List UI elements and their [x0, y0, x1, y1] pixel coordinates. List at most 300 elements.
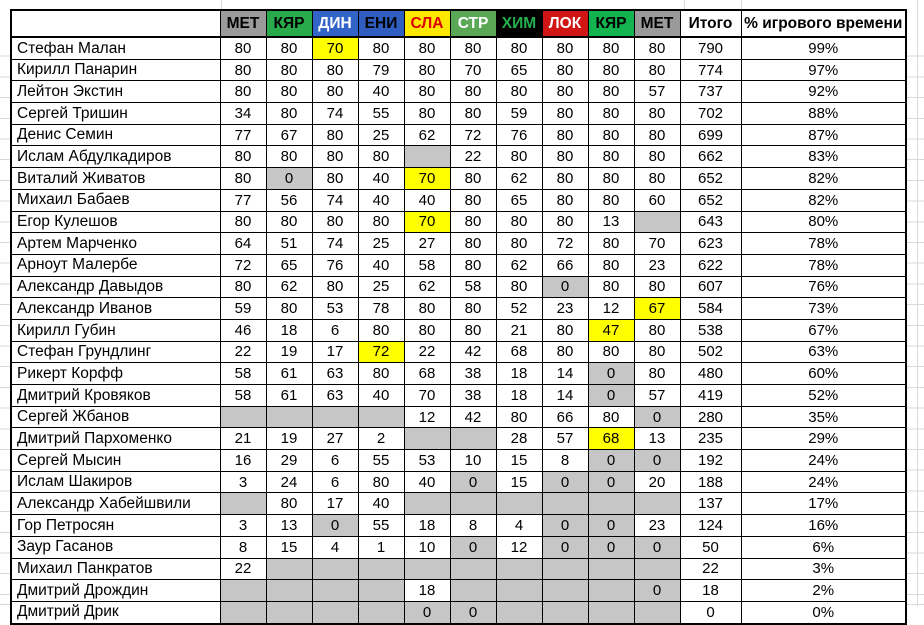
minutes-cell[interactable]: 72	[542, 233, 588, 255]
header-cell-team-хим[interactable]: ХИМ	[496, 10, 542, 37]
player-name-cell[interactable]: Стефан Малан	[11, 37, 220, 59]
minutes-cell[interactable]	[496, 558, 542, 580]
minutes-cell[interactable]: 80	[404, 103, 450, 125]
minutes-cell[interactable]: 14	[542, 363, 588, 385]
minutes-cell[interactable]: 74	[312, 189, 358, 211]
minutes-cell[interactable]: 80	[404, 319, 450, 341]
minutes-cell[interactable]: 80	[266, 81, 312, 103]
minutes-cell[interactable]: 0	[634, 406, 680, 428]
minutes-cell[interactable]: 64	[220, 233, 266, 255]
minutes-cell[interactable]: 80	[266, 103, 312, 125]
minutes-cell[interactable]	[450, 493, 496, 515]
player-name-cell[interactable]: Сергей Тришин	[11, 103, 220, 125]
minutes-cell[interactable]	[404, 493, 450, 515]
minutes-cell[interactable]: 22	[450, 146, 496, 168]
minutes-cell[interactable]: 80	[496, 37, 542, 59]
minutes-cell[interactable]: 80	[404, 298, 450, 320]
total-cell[interactable]: 137	[680, 493, 741, 515]
minutes-cell[interactable]: 0	[634, 580, 680, 602]
minutes-cell[interactable]	[496, 601, 542, 623]
pct-cell[interactable]: 52%	[741, 385, 906, 407]
minutes-cell[interactable]: 80	[634, 319, 680, 341]
minutes-cell[interactable]: 80	[588, 124, 634, 146]
pct-cell[interactable]: 3%	[741, 558, 906, 580]
player-name-cell[interactable]: Сергей Жбанов	[11, 406, 220, 428]
minutes-cell[interactable]: 8	[542, 450, 588, 472]
minutes-cell[interactable]: 80	[588, 37, 634, 59]
minutes-cell[interactable]: 12	[404, 406, 450, 428]
minutes-cell[interactable]: 16	[220, 450, 266, 472]
minutes-cell[interactable]: 65	[496, 59, 542, 81]
minutes-cell[interactable]	[220, 493, 266, 515]
header-cell-team-мет[interactable]: МЕТ	[220, 10, 266, 37]
minutes-cell[interactable]: 80	[312, 59, 358, 81]
header-cell-player[interactable]	[11, 10, 220, 37]
minutes-cell[interactable]: 60	[634, 189, 680, 211]
minutes-cell[interactable]: 59	[220, 298, 266, 320]
header-cell-team-сла[interactable]: СЛА	[404, 10, 450, 37]
total-cell[interactable]: 0	[680, 601, 741, 623]
total-cell[interactable]: 538	[680, 319, 741, 341]
minutes-cell[interactable]	[220, 406, 266, 428]
minutes-cell[interactable]: 80	[450, 254, 496, 276]
minutes-cell[interactable]: 80	[542, 81, 588, 103]
total-cell[interactable]: 419	[680, 385, 741, 407]
minutes-cell[interactable]: 80	[450, 189, 496, 211]
player-name-cell[interactable]: Рикерт Корфф	[11, 363, 220, 385]
minutes-cell[interactable]: 0	[588, 536, 634, 558]
minutes-cell[interactable]: 15	[266, 536, 312, 558]
minutes-cell[interactable]: 68	[588, 428, 634, 450]
minutes-cell[interactable]	[496, 493, 542, 515]
minutes-cell[interactable]: 2	[358, 428, 404, 450]
minutes-cell[interactable]: 80	[588, 233, 634, 255]
minutes-cell[interactable]: 40	[404, 471, 450, 493]
minutes-cell[interactable]: 80	[358, 471, 404, 493]
player-name-cell[interactable]: Кирилл Губин	[11, 319, 220, 341]
total-cell[interactable]: 280	[680, 406, 741, 428]
minutes-cell[interactable]: 4	[496, 515, 542, 537]
minutes-cell[interactable]: 72	[358, 341, 404, 363]
minutes-cell[interactable]: 80	[450, 37, 496, 59]
player-name-cell[interactable]: Денис Семин	[11, 124, 220, 146]
pct-cell[interactable]: 99%	[741, 37, 906, 59]
total-cell[interactable]: 235	[680, 428, 741, 450]
minutes-cell[interactable]: 0	[588, 363, 634, 385]
minutes-cell[interactable]	[634, 493, 680, 515]
minutes-cell[interactable]: 0	[542, 276, 588, 298]
minutes-cell[interactable]: 6	[312, 450, 358, 472]
total-cell[interactable]: 607	[680, 276, 741, 298]
total-cell[interactable]: 643	[680, 211, 741, 233]
minutes-cell[interactable]: 40	[358, 81, 404, 103]
pct-cell[interactable]: 92%	[741, 81, 906, 103]
pct-cell[interactable]: 78%	[741, 233, 906, 255]
minutes-cell[interactable]	[266, 406, 312, 428]
minutes-cell[interactable]: 80	[588, 189, 634, 211]
player-name-cell[interactable]: Михаил Бабаев	[11, 189, 220, 211]
minutes-cell[interactable]: 80	[588, 146, 634, 168]
minutes-cell[interactable]: 22	[404, 341, 450, 363]
pct-cell[interactable]: 97%	[741, 59, 906, 81]
minutes-cell[interactable]: 72	[220, 254, 266, 276]
minutes-cell[interactable]: 80	[358, 37, 404, 59]
minutes-cell[interactable]: 25	[358, 233, 404, 255]
minutes-cell[interactable]: 70	[634, 233, 680, 255]
minutes-cell[interactable]: 58	[404, 254, 450, 276]
minutes-cell[interactable]: 80	[266, 493, 312, 515]
minutes-cell[interactable]: 80	[542, 146, 588, 168]
minutes-cell[interactable]	[220, 580, 266, 602]
minutes-cell[interactable]: 12	[496, 536, 542, 558]
pct-cell[interactable]: 88%	[741, 103, 906, 125]
minutes-cell[interactable]	[312, 601, 358, 623]
minutes-cell[interactable]: 0	[634, 450, 680, 472]
total-cell[interactable]: 480	[680, 363, 741, 385]
pct-cell[interactable]: 29%	[741, 428, 906, 450]
player-name-cell[interactable]: Александр Иванов	[11, 298, 220, 320]
minutes-cell[interactable]: 79	[358, 59, 404, 81]
minutes-cell[interactable]: 80	[588, 254, 634, 276]
minutes-cell[interactable]: 80	[496, 146, 542, 168]
minutes-cell[interactable]: 80	[634, 168, 680, 190]
total-cell[interactable]: 124	[680, 515, 741, 537]
player-name-cell[interactable]: Стефан Грундлинг	[11, 341, 220, 363]
minutes-cell[interactable]: 22	[220, 341, 266, 363]
minutes-cell[interactable]: 80	[312, 276, 358, 298]
player-name-cell[interactable]: Ислам Абдулкадиров	[11, 146, 220, 168]
minutes-cell[interactable]: 0	[542, 536, 588, 558]
player-name-cell[interactable]: Дмитрий Дрождин	[11, 580, 220, 602]
minutes-cell[interactable]: 6	[312, 471, 358, 493]
minutes-cell[interactable]: 80	[404, 37, 450, 59]
minutes-cell[interactable]: 80	[542, 189, 588, 211]
pct-cell[interactable]: 78%	[741, 254, 906, 276]
player-name-cell[interactable]: Арноут Малербе	[11, 254, 220, 276]
total-cell[interactable]: 188	[680, 471, 741, 493]
player-name-cell[interactable]: Михаил Панкратов	[11, 558, 220, 580]
player-name-cell[interactable]: Дмитрий Кровяков	[11, 385, 220, 407]
total-cell[interactable]: 774	[680, 59, 741, 81]
minutes-cell[interactable]: 0	[588, 450, 634, 472]
minutes-cell[interactable]: 80	[358, 363, 404, 385]
minutes-cell[interactable]: 13	[634, 428, 680, 450]
minutes-cell[interactable]: 80	[220, 37, 266, 59]
total-cell[interactable]: 737	[680, 81, 741, 103]
minutes-cell[interactable]: 80	[634, 59, 680, 81]
minutes-cell[interactable]: 40	[358, 385, 404, 407]
player-name-cell[interactable]: Кирилл Панарин	[11, 59, 220, 81]
minutes-cell[interactable]: 80	[496, 233, 542, 255]
minutes-cell[interactable]	[358, 601, 404, 623]
minutes-cell[interactable]: 58	[220, 385, 266, 407]
minutes-cell[interactable]	[588, 580, 634, 602]
minutes-cell[interactable]: 80	[220, 276, 266, 298]
minutes-cell[interactable]: 80	[220, 81, 266, 103]
total-cell[interactable]: 699	[680, 124, 741, 146]
minutes-cell[interactable]: 19	[266, 341, 312, 363]
minutes-cell[interactable]: 80	[312, 211, 358, 233]
minutes-cell[interactable]: 70	[450, 59, 496, 81]
minutes-cell[interactable]: 59	[496, 103, 542, 125]
minutes-cell[interactable]: 80	[588, 276, 634, 298]
total-cell[interactable]: 652	[680, 168, 741, 190]
minutes-cell[interactable]: 46	[220, 319, 266, 341]
total-cell[interactable]: 662	[680, 146, 741, 168]
minutes-cell[interactable]: 80	[404, 81, 450, 103]
minutes-cell[interactable]: 17	[312, 341, 358, 363]
minutes-cell[interactable]: 80	[496, 406, 542, 428]
minutes-cell[interactable]: 20	[634, 471, 680, 493]
minutes-cell[interactable]: 56	[266, 189, 312, 211]
minutes-cell[interactable]	[588, 601, 634, 623]
minutes-cell[interactable]: 18	[404, 580, 450, 602]
minutes-cell[interactable]: 80	[634, 341, 680, 363]
minutes-cell[interactable]: 58	[220, 363, 266, 385]
minutes-cell[interactable]: 57	[542, 428, 588, 450]
minutes-cell[interactable]: 77	[220, 124, 266, 146]
minutes-cell[interactable]: 80	[588, 59, 634, 81]
minutes-cell[interactable]	[266, 558, 312, 580]
minutes-cell[interactable]: 17	[312, 493, 358, 515]
minutes-cell[interactable]: 40	[358, 493, 404, 515]
pct-cell[interactable]: 24%	[741, 450, 906, 472]
minutes-cell[interactable]: 19	[266, 428, 312, 450]
header-cell-team-лок[interactable]: ЛОК	[542, 10, 588, 37]
minutes-cell[interactable]: 55	[358, 450, 404, 472]
minutes-cell[interactable]: 0	[634, 536, 680, 558]
minutes-cell[interactable]	[312, 558, 358, 580]
minutes-cell[interactable]	[450, 580, 496, 602]
minutes-cell[interactable]	[542, 493, 588, 515]
player-name-cell[interactable]: Дмитрий Пархоменко	[11, 428, 220, 450]
minutes-cell[interactable]: 80	[404, 59, 450, 81]
minutes-cell[interactable]: 15	[496, 450, 542, 472]
minutes-cell[interactable]: 67	[266, 124, 312, 146]
minutes-cell[interactable]: 80	[450, 319, 496, 341]
minutes-cell[interactable]: 70	[404, 168, 450, 190]
header-cell-total[interactable]: Итого	[680, 10, 741, 37]
minutes-cell[interactable]: 80	[450, 103, 496, 125]
minutes-cell[interactable]: 65	[496, 189, 542, 211]
total-cell[interactable]: 623	[680, 233, 741, 255]
player-name-cell[interactable]: Виталий Живатов	[11, 168, 220, 190]
minutes-cell[interactable]: 68	[404, 363, 450, 385]
minutes-cell[interactable]: 0	[588, 385, 634, 407]
minutes-cell[interactable]: 40	[358, 254, 404, 276]
minutes-cell[interactable]: 80	[266, 146, 312, 168]
header-cell-team-кяр[interactable]: КЯР	[266, 10, 312, 37]
minutes-cell[interactable]: 66	[542, 406, 588, 428]
minutes-cell[interactable]: 29	[266, 450, 312, 472]
minutes-cell[interactable]	[634, 558, 680, 580]
minutes-cell[interactable]	[588, 493, 634, 515]
pct-cell[interactable]: 80%	[741, 211, 906, 233]
minutes-cell[interactable]	[404, 558, 450, 580]
minutes-cell[interactable]: 0	[542, 471, 588, 493]
minutes-cell[interactable]: 80	[358, 211, 404, 233]
minutes-cell[interactable]: 80	[220, 59, 266, 81]
minutes-cell[interactable]: 0	[312, 515, 358, 537]
header-cell-team-кяр[interactable]: КЯР	[588, 10, 634, 37]
minutes-cell[interactable]: 40	[358, 168, 404, 190]
minutes-cell[interactable]: 38	[450, 385, 496, 407]
minutes-cell[interactable]: 53	[312, 298, 358, 320]
minutes-cell[interactable]	[358, 406, 404, 428]
minutes-cell[interactable]: 80	[312, 124, 358, 146]
pct-cell[interactable]: 35%	[741, 406, 906, 428]
minutes-cell[interactable]: 18	[496, 363, 542, 385]
total-cell[interactable]: 192	[680, 450, 741, 472]
minutes-cell[interactable]: 38	[450, 363, 496, 385]
header-cell-team-стр[interactable]: СТР	[450, 10, 496, 37]
minutes-cell[interactable]: 80	[266, 298, 312, 320]
pct-cell[interactable]: 82%	[741, 168, 906, 190]
minutes-cell[interactable]: 62	[266, 276, 312, 298]
minutes-cell[interactable]: 80	[542, 103, 588, 125]
minutes-cell[interactable]	[404, 428, 450, 450]
minutes-cell[interactable]: 21	[496, 319, 542, 341]
total-cell[interactable]: 622	[680, 254, 741, 276]
minutes-cell[interactable]: 25	[358, 124, 404, 146]
minutes-cell[interactable]: 80	[220, 211, 266, 233]
minutes-cell[interactable]: 76	[312, 254, 358, 276]
player-name-cell[interactable]: Александр Хабейшвили	[11, 493, 220, 515]
minutes-cell[interactable]: 8	[220, 536, 266, 558]
minutes-cell[interactable]: 80	[450, 298, 496, 320]
minutes-cell[interactable]: 80	[542, 59, 588, 81]
minutes-cell[interactable]: 28	[496, 428, 542, 450]
minutes-cell[interactable]: 63	[312, 385, 358, 407]
minutes-cell[interactable]: 80	[312, 168, 358, 190]
minutes-cell[interactable]: 10	[450, 450, 496, 472]
minutes-cell[interactable]: 80	[266, 211, 312, 233]
minutes-cell[interactable]: 57	[634, 385, 680, 407]
minutes-cell[interactable]	[220, 601, 266, 623]
minutes-cell[interactable]: 27	[312, 428, 358, 450]
minutes-cell[interactable]: 80	[634, 103, 680, 125]
minutes-cell[interactable]: 8	[450, 515, 496, 537]
minutes-cell[interactable]: 80	[542, 168, 588, 190]
pct-cell[interactable]: 82%	[741, 189, 906, 211]
minutes-cell[interactable]: 15	[496, 471, 542, 493]
header-cell-team-ени[interactable]: ЕНИ	[358, 10, 404, 37]
total-cell[interactable]: 652	[680, 189, 741, 211]
total-cell[interactable]: 790	[680, 37, 741, 59]
minutes-cell[interactable]: 0	[588, 471, 634, 493]
total-cell[interactable]: 50	[680, 536, 741, 558]
minutes-cell[interactable]: 3	[220, 471, 266, 493]
minutes-cell[interactable]: 1	[358, 536, 404, 558]
player-name-cell[interactable]: Гор Петросян	[11, 515, 220, 537]
minutes-cell[interactable]: 40	[358, 189, 404, 211]
minutes-cell[interactable]: 0	[404, 601, 450, 623]
minutes-cell[interactable]	[542, 601, 588, 623]
minutes-cell[interactable]: 80	[220, 146, 266, 168]
player-name-cell[interactable]: Александр Давыдов	[11, 276, 220, 298]
minutes-cell[interactable]: 78	[358, 298, 404, 320]
minutes-cell[interactable]: 80	[312, 146, 358, 168]
minutes-cell[interactable]: 55	[358, 103, 404, 125]
minutes-cell[interactable]: 80	[634, 276, 680, 298]
minutes-cell[interactable]: 68	[496, 341, 542, 363]
minutes-cell[interactable]: 80	[634, 363, 680, 385]
pct-cell[interactable]: 83%	[741, 146, 906, 168]
minutes-cell[interactable]: 18	[404, 515, 450, 537]
minutes-cell[interactable]: 80	[496, 81, 542, 103]
pct-cell[interactable]: 2%	[741, 580, 906, 602]
minutes-cell[interactable]: 12	[588, 298, 634, 320]
minutes-cell[interactable]: 22	[220, 558, 266, 580]
minutes-cell[interactable]: 70	[404, 211, 450, 233]
minutes-cell[interactable]: 6	[312, 319, 358, 341]
pct-cell[interactable]: 73%	[741, 298, 906, 320]
minutes-cell[interactable]: 80	[542, 341, 588, 363]
minutes-cell[interactable]: 65	[266, 254, 312, 276]
minutes-cell[interactable]: 13	[266, 515, 312, 537]
minutes-cell[interactable]: 0	[450, 471, 496, 493]
minutes-cell[interactable]: 62	[496, 254, 542, 276]
pct-cell[interactable]: 67%	[741, 319, 906, 341]
minutes-cell[interactable]: 42	[450, 406, 496, 428]
minutes-cell[interactable]	[634, 211, 680, 233]
minutes-cell[interactable]: 55	[358, 515, 404, 537]
minutes-cell[interactable]	[496, 580, 542, 602]
minutes-cell[interactable]: 80	[312, 81, 358, 103]
minutes-cell[interactable]: 14	[542, 385, 588, 407]
minutes-cell[interactable]: 80	[588, 341, 634, 363]
minutes-cell[interactable]: 47	[588, 319, 634, 341]
pct-cell[interactable]: 24%	[741, 471, 906, 493]
minutes-cell[interactable]: 62	[404, 276, 450, 298]
minutes-cell[interactable]: 51	[266, 233, 312, 255]
pct-cell[interactable]: 87%	[741, 124, 906, 146]
minutes-cell[interactable]: 80	[542, 37, 588, 59]
header-cell-pct[interactable]: % игрового времени	[741, 10, 906, 37]
minutes-cell[interactable]: 80	[588, 103, 634, 125]
minutes-cell[interactable]	[266, 580, 312, 602]
pct-cell[interactable]: 6%	[741, 536, 906, 558]
minutes-cell[interactable]: 76	[496, 124, 542, 146]
minutes-cell[interactable]: 24	[266, 471, 312, 493]
minutes-cell[interactable]: 80	[496, 276, 542, 298]
minutes-cell[interactable]: 61	[266, 363, 312, 385]
minutes-cell[interactable]: 70	[312, 37, 358, 59]
minutes-cell[interactable]: 4	[312, 536, 358, 558]
minutes-cell[interactable]: 70	[404, 385, 450, 407]
minutes-cell[interactable]: 34	[220, 103, 266, 125]
minutes-cell[interactable]: 66	[542, 254, 588, 276]
minutes-cell[interactable]: 23	[634, 515, 680, 537]
minutes-cell[interactable]: 80	[358, 146, 404, 168]
total-cell[interactable]: 584	[680, 298, 741, 320]
player-name-cell[interactable]: Сергей Мысин	[11, 450, 220, 472]
pct-cell[interactable]: 0%	[741, 601, 906, 623]
minutes-cell[interactable]: 0	[450, 536, 496, 558]
minutes-cell[interactable]: 63	[312, 363, 358, 385]
minutes-cell[interactable]: 80	[588, 406, 634, 428]
minutes-cell[interactable]: 77	[220, 189, 266, 211]
minutes-cell[interactable]: 18	[266, 319, 312, 341]
minutes-cell[interactable]	[404, 146, 450, 168]
minutes-cell[interactable]: 74	[312, 103, 358, 125]
minutes-cell[interactable]	[588, 558, 634, 580]
minutes-cell[interactable]: 42	[450, 341, 496, 363]
minutes-cell[interactable]: 74	[312, 233, 358, 255]
minutes-cell[interactable]: 80	[358, 319, 404, 341]
minutes-cell[interactable]: 80	[542, 319, 588, 341]
minutes-cell[interactable]: 80	[266, 59, 312, 81]
